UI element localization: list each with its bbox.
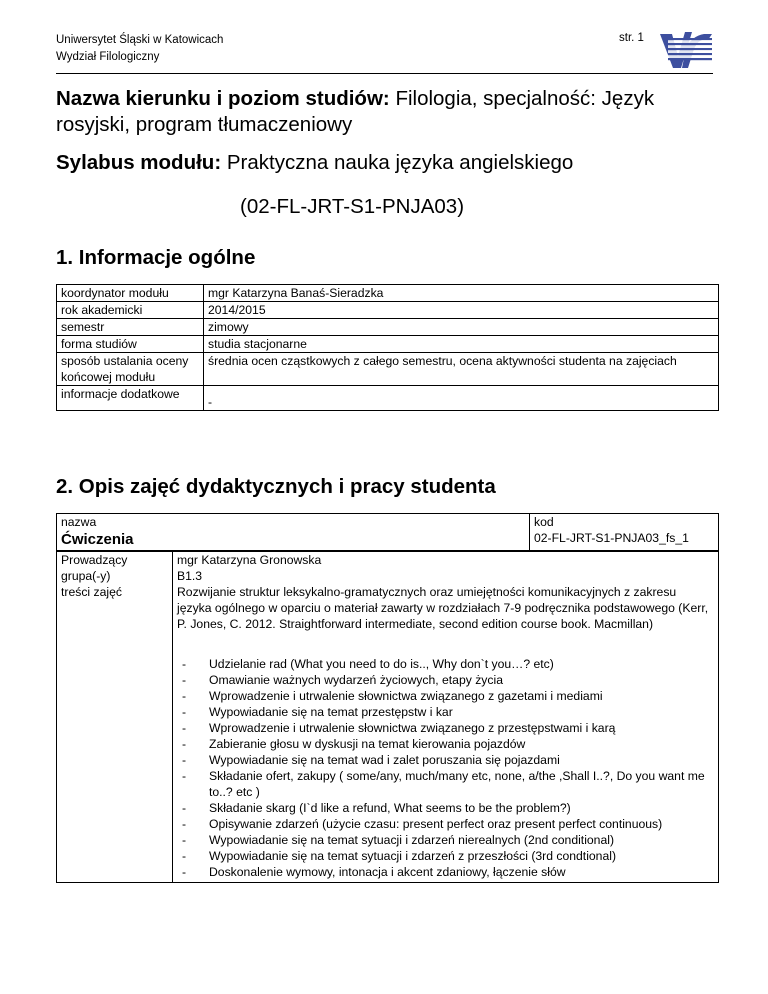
info-row — [57, 302, 719, 319]
info-value: - — [204, 386, 719, 411]
code-cell — [530, 514, 719, 552]
info-label: rok akademicki — [57, 302, 204, 319]
info-value: mgr Katarzyna Banaś-Sieradzka — [204, 285, 719, 302]
info-label: informacje dodatkowe — [57, 386, 204, 411]
syllabus-title — [56, 150, 573, 176]
group-label: grupa(-y) — [61, 569, 111, 583]
topic-item: - Wypowiadanie się na temat sytuacji i zdarzeń nierealnych (2nd conditional) — [177, 832, 714, 848]
name-row — [57, 514, 719, 552]
topic-item: - Składanie skarg (I`d like a refund, What seems to be the problem?) — [177, 800, 714, 816]
header-divider — [56, 73, 713, 74]
info-label: forma studiów — [57, 336, 204, 353]
info-label: semestr — [57, 319, 204, 336]
topic-item: - Wypowiadanie się na temat sytuacji i zdarzeń z przeszłości (3rd condtional) — [177, 848, 714, 864]
section-1-heading: 1. Informacje ogólne — [56, 246, 256, 269]
details-labels — [57, 551, 173, 883]
info-row — [57, 353, 719, 386]
topic-item: - Omawianie ważnych wydarzeń życiowych, etapy życia — [177, 672, 714, 688]
info-row — [57, 319, 719, 336]
info-value: 2014/2015 — [204, 302, 719, 319]
content-label: treści zajęć — [61, 585, 122, 599]
info-label: koordynator modułu — [57, 285, 204, 302]
details-row — [57, 551, 719, 883]
details-values — [173, 551, 719, 883]
section-2-heading: 2. Opis zajęć dydaktycznych i pracy studenta — [56, 475, 496, 498]
info-value: średnia ocen cząstkowych z całego semestru, ocena aktywności studenta na zajęciach — [204, 353, 719, 386]
lecturer-value: mgr Katarzyna Gronowska — [177, 553, 322, 567]
program-title — [56, 86, 726, 138]
name-label: nazwa — [61, 515, 97, 529]
topic-item: - Udzielanie rad (What you need to do is.., Why don`t you…? etc) — [177, 656, 714, 672]
module-code: (02-FL-JRT-S1-PNJA03) — [240, 195, 465, 218]
info-row — [57, 285, 719, 302]
page-number: str. 1 — [619, 32, 644, 44]
code-value: 02-FL-JRT-S1-PNJA03_fs_1 — [534, 531, 689, 545]
topic-list — [177, 656, 714, 880]
info-row — [57, 386, 719, 411]
info-value: studia stacjonarne — [204, 336, 719, 353]
program-title-value: Filologia, specjalność: Język rosyjski, program tłumaczeniowy — [56, 87, 655, 136]
general-info-table — [56, 284, 719, 411]
syllabus-title-label: Sylabus modułu: — [56, 151, 222, 174]
course-description-table — [56, 513, 719, 883]
university-logo-icon — [658, 26, 714, 72]
topic-item: - Opisywanie zdarzeń (użycie czasu: present perfect oraz present perfect continuous) — [177, 816, 714, 832]
syllabus-title-value: Praktyczna nauka języka angielskiego — [226, 151, 574, 174]
faculty-name: Wydział Filologiczny — [56, 51, 160, 63]
name-cell — [57, 514, 530, 552]
topic-item: - Składanie ofert, zakupy ( some/any, much/many etc, none, a/the ,Shall I..?, Do you want me to..? etc ) — [177, 768, 714, 800]
university-name: Uniwersytet Śląski w Katowicach — [56, 34, 224, 46]
info-label: sposób ustalania oceny końcowej modułu — [57, 353, 204, 386]
info-row — [57, 336, 719, 353]
group-value: B1.3 — [177, 569, 203, 583]
content-intro: Rozwijanie struktur leksykalno-gramatycznych oraz umiejętności komunikacyjnych z zakresu języka ogólnego w oparciu o materiał zawarty w rozdziałach 7-9 podręcznika podstawowego (Kerr, P. Jones, C. 2012. Straightforward intermediate, second edition course book. Macmillan) — [177, 585, 709, 631]
lecturer-label: Prowadzący — [61, 553, 128, 567]
topic-item: - Wypowiadanie się na temat wad i zalet poruszania się pojazdami — [177, 752, 714, 768]
topic-item: - Zabieranie głosu w dyskusji na temat kierowania pojazdów — [177, 736, 714, 752]
topic-item: - Wypowiadanie się na temat przestępstw i kar — [177, 704, 714, 720]
topic-item: - Doskonalenie wymowy, intonacja i akcent zdaniowy, łączenie słów — [177, 864, 714, 880]
topic-item: - Wprowadzenie i utrwalenie słownictwa związanego z przestępstwami i karą — [177, 720, 714, 736]
page-header — [56, 32, 223, 66]
code-label: kod — [534, 515, 554, 529]
topic-item: - Wprowadzenie i utrwalenie słownictwa związanego z gazetami i mediami — [177, 688, 714, 704]
course-form: Ćwiczenia — [61, 531, 134, 548]
info-value: zimowy — [204, 319, 719, 336]
program-title-label: Nazwa kierunku i poziom studiów: — [56, 87, 390, 110]
